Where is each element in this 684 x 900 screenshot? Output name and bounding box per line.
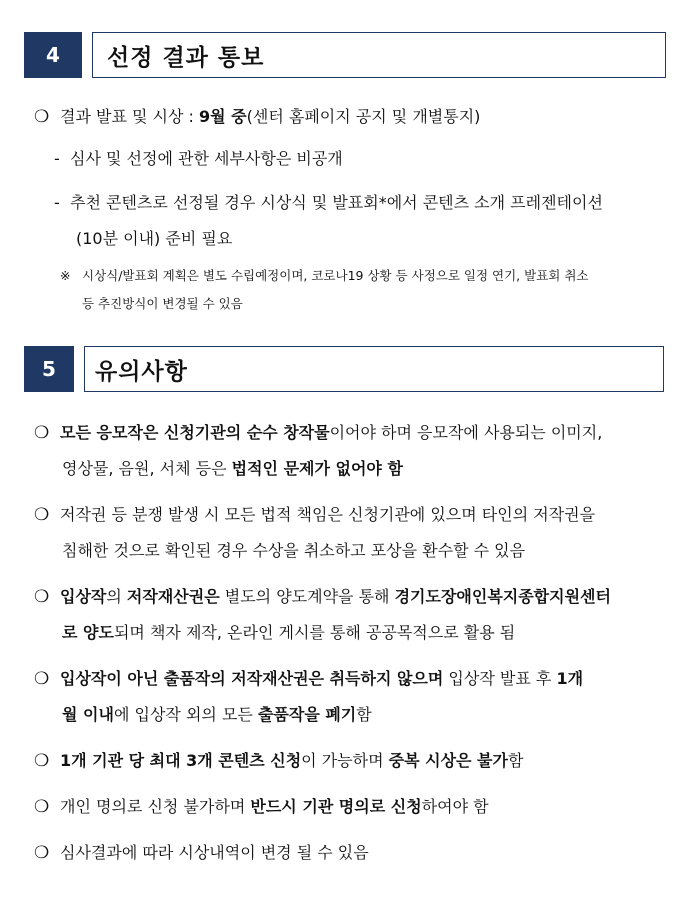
dash-icon: - — [54, 193, 60, 212]
section-number: 4 — [24, 32, 82, 78]
list-item: ❍ 개인 명의로 신청 불가하며 반드시 기관 명의로 신청하여야 함 — [34, 797, 489, 817]
list-item: ❍ 저작권 등 분쟁 발생 시 모든 법적 책임은 신청기관에 있으며 타인의 저작권을 — [34, 505, 596, 525]
announce-line: ❍ 결과 발표 및 시상 : 9월 중(센터 홈페이지 공지 및 개별통지) — [34, 107, 481, 127]
circle-bullet-icon: ❍ — [34, 797, 50, 817]
section-title: 유의사항 — [84, 346, 664, 392]
section-5-header — [24, 346, 664, 392]
list-item: ❍ 모든 응모작은 신청기관의 순수 창작물이어야 하며 응모작에 사용되는 이미지, — [34, 423, 603, 443]
section-4-header — [24, 32, 666, 78]
dash-icon: - — [54, 149, 60, 168]
circle-bullet-icon: ❍ — [34, 505, 50, 525]
circle-bullet-icon: ❍ — [34, 843, 50, 863]
circle-bullet-icon: ❍ — [34, 107, 50, 127]
sub-item: - 심사 및 선정에 관한 세부사항은 비공개 — [54, 149, 343, 168]
circle-bullet-icon: ❍ — [34, 669, 50, 689]
list-item-continued: 로 양도되며 책자 제작, 온라인 게시를 통해 공공목적으로 활용 됨 — [62, 623, 516, 642]
sub-item-continued: (10분 이내) 준비 필요 — [76, 229, 233, 248]
list-item-continued: 영상물, 음원, 서체 등은 법적인 문제가 없어야 함 — [62, 459, 403, 478]
list-item: ❍ 심사결과에 따라 시상내역이 변경 될 수 있음 — [34, 843, 369, 863]
section-title: 선정 결과 통보 — [92, 32, 666, 78]
list-item-continued: 월 이내에 입상작 외의 모든 출품작을 폐기함 — [62, 705, 372, 724]
list-item: ❍ 입상작이 아닌 출품작의 저작재산권은 취득하지 않으며 입상작 발표 후 1개 — [34, 669, 584, 689]
sub-item: - 추천 콘텐츠로 선정될 경우 시상식 및 발표회*에서 콘텐츠 소개 프레젠테이션 — [54, 193, 603, 212]
list-item: ❍ 입상작의 저작재산권은 별도의 양도계약을 통해 경기도장애인복지종합지원센터 — [34, 587, 611, 607]
circle-bullet-icon: ❍ — [34, 751, 50, 771]
circle-bullet-icon: ❍ — [34, 423, 50, 443]
circle-bullet-icon: ❍ — [34, 587, 50, 607]
note-line-continued: 등 추진방식이 변경될 수 있음 — [82, 296, 243, 311]
note-line: ※ 시상식/발표회 계획은 별도 수립예정이며, 코로나19 상황 등 사정으로 일정 연기, 발표회 취소 — [60, 268, 589, 283]
reference-mark-icon: ※ — [60, 268, 71, 283]
list-item-continued: 침해한 것으로 확인된 경우 수상을 취소하고 포상을 환수할 수 있음 — [62, 541, 526, 560]
list-item: ❍ 1개 기관 당 최대 3개 콘텐츠 신청이 가능하며 중복 시상은 불가함 — [34, 751, 524, 771]
section-number: 5 — [24, 346, 74, 392]
